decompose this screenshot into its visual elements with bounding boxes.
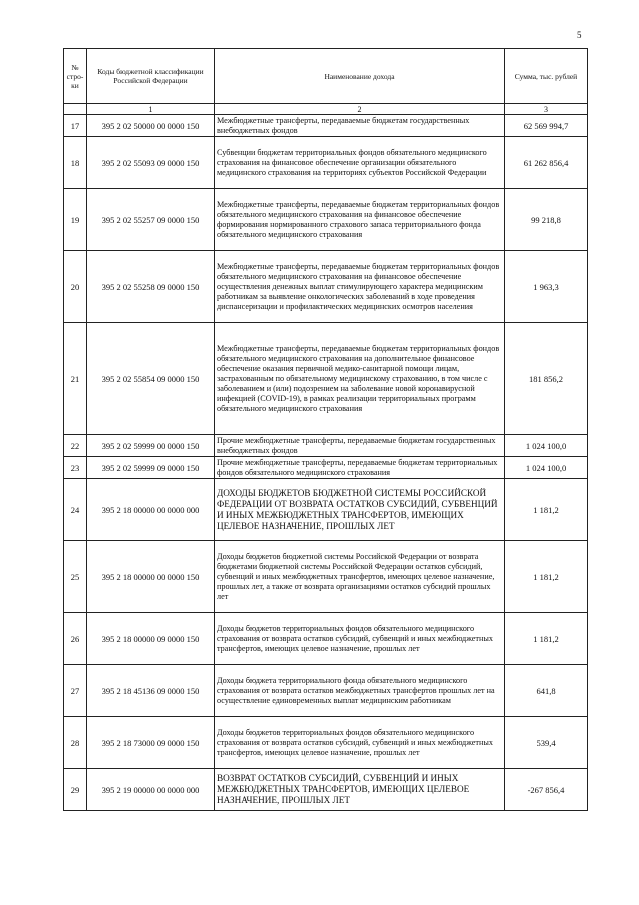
table-header-row xyxy=(64,49,588,104)
table-row xyxy=(64,251,588,323)
revenue-table xyxy=(63,48,588,811)
budget-code-cell: 395 2 02 55093 09 0000 150 xyxy=(87,137,215,189)
budget-code-cell: 395 2 18 00000 09 0000 150 xyxy=(87,613,215,665)
table-body xyxy=(64,115,588,811)
table-row xyxy=(64,479,588,541)
row-number-cell: 17 xyxy=(64,115,87,137)
sum-cell: 181 856,2 xyxy=(505,323,588,435)
header-sum: Сумма, тыс. рублей xyxy=(505,49,588,104)
table-row xyxy=(64,137,588,189)
revenue-name-cell: Межбюджетные трансферты, передаваемые бюджетам территориальных фондов обязательного медицинского страхования на дополнительное финансовое обеспечение оказания первичной медико-санитарной помощи лицам, застрахованным по обязательному медицинскому страхованию, в том числе с заболеванием и (или) подозрением на заболевание новой коронавирусной инфекцией (COVID-19), в рамках реализации территориальных программ обязательного медицинского страхования xyxy=(215,323,505,435)
sum-cell: 1 181,2 xyxy=(505,541,588,613)
table-row xyxy=(64,115,588,137)
revenue-name-cell: Межбюджетные трансферты, передаваемые бюджетам территориальных фондов обязательного медицинского страхования на финансовое обеспечение формирования нормированного страхового запаса территориального фонда обязательного медицинского страхования xyxy=(215,189,505,251)
revenue-name-cell: Межбюджетные трансферты, передаваемые бюджетам государственных внебюджетных фондов xyxy=(215,115,505,137)
sum-cell: 1 024 100,0 xyxy=(505,457,588,479)
revenue-name-cell: Доходы бюджетов бюджетной системы Российской Федерации от возврата бюджетами бюджетной системы Российской Федерации остатков субсидий, субвенций и иных межбюджетных трансфертов, имеющих целевое назначение, прошлых лет, а также от возврата организациями остатков субсидий прошлых лет xyxy=(215,541,505,613)
row-number-cell: 26 xyxy=(64,613,87,665)
row-number-cell: 23 xyxy=(64,457,87,479)
budget-code-cell: 395 2 19 00000 00 0000 000 xyxy=(87,769,215,811)
revenue-name-cell: ДОХОДЫ БЮДЖЕТОВ БЮДЖЕТНОЙ СИСТЕМЫ РОССИЙСКОЙ ФЕДЕРАЦИИ ОТ ВОЗВРАТА ОСТАТКОВ СУБСИДИЙ, СУБВЕНЦИЙ И ИНЫХ МЕЖБЮДЖЕТНЫХ ТРАНСФЕРТОВ, ИМЕЮЩИХ ЦЕЛЕВОЕ НАЗНАЧЕНИЕ, ПРОШЛЫХ ЛЕТ xyxy=(215,479,505,541)
revenue-name-cell: ВОЗВРАТ ОСТАТКОВ СУБСИДИЙ, СУБВЕНЦИЙ И ИНЫХ МЕЖБЮДЖЕТНЫХ ТРАНСФЕРТОВ, ИМЕЮЩИХ ЦЕЛЕВОЕ НАЗНАЧЕНИЕ, ПРОШЛЫХ ЛЕТ xyxy=(215,769,505,811)
page-number: 5 xyxy=(577,30,582,40)
row-number-cell: 20 xyxy=(64,251,87,323)
table-row xyxy=(64,435,588,457)
sum-cell: 1 024 100,0 xyxy=(505,435,588,457)
table-row xyxy=(64,665,588,717)
row-number-cell: 24 xyxy=(64,479,87,541)
revenue-name-cell: Доходы бюджета территориального фонда обязательного медицинского страхования от возврата остатков межбюджетных трансфертов прошлых лет на осуществление единовременных выплат медицинским работникам xyxy=(215,665,505,717)
column-index-cell xyxy=(64,104,87,115)
budget-code-cell: 395 2 02 55854 09 0000 150 xyxy=(87,323,215,435)
row-number-cell: 27 xyxy=(64,665,87,717)
budget-code-cell: 395 2 18 45136 09 0000 150 xyxy=(87,665,215,717)
budget-code-cell: 395 2 02 59999 00 0000 150 xyxy=(87,435,215,457)
table-row xyxy=(64,613,588,665)
row-number-cell: 18 xyxy=(64,137,87,189)
row-number-cell: 28 xyxy=(64,717,87,769)
sum-cell: 1 963,3 xyxy=(505,251,588,323)
column-index-cell: 1 xyxy=(87,104,215,115)
header-row-number: № стро-ки xyxy=(64,49,87,104)
sum-cell: 1 181,2 xyxy=(505,479,588,541)
header-budget-code: Коды бюджетной классификации Российской Федерации xyxy=(87,49,215,104)
sum-cell: 539,4 xyxy=(505,717,588,769)
column-index-cell: 3 xyxy=(505,104,588,115)
revenue-name-cell: Прочие межбюджетные трансферты, передаваемые бюджетам государственных внебюджетных фондов xyxy=(215,435,505,457)
revenue-name-cell: Межбюджетные трансферты, передаваемые бюджетам территориальных фондов обязательного медицинского страхования на финансовое обеспечение осуществления денежных выплат стимулирующего характера медицинским работникам за выявление онкологических заболеваний в ходе проведения диспансеризации и профилактических медицинских осмотров населения xyxy=(215,251,505,323)
sum-cell: 62 569 994,7 xyxy=(505,115,588,137)
budget-code-cell: 395 2 02 55258 09 0000 150 xyxy=(87,251,215,323)
budget-code-cell: 395 2 18 00000 00 0000 150 xyxy=(87,541,215,613)
sum-cell: -267 856,4 xyxy=(505,769,588,811)
column-index-cell: 2 xyxy=(215,104,505,115)
revenue-name-cell: Субвенции бюджетам территориальных фондов обязательного медицинского страхования на финансовое обеспечение организации обязательного медицинского страхования на территориях субъектов Российской Федерации xyxy=(215,137,505,189)
table-row xyxy=(64,541,588,613)
row-number-cell: 22 xyxy=(64,435,87,457)
sum-cell: 1 181,2 xyxy=(505,613,588,665)
sum-cell: 99 218,8 xyxy=(505,189,588,251)
revenue-name-cell: Прочие межбюджетные трансферты, передаваемые бюджетам территориальных фондов обязательного медицинского страхования xyxy=(215,457,505,479)
header-revenue-name: Наименование дохода xyxy=(215,49,505,104)
budget-code-cell: 395 2 18 73000 09 0000 150 xyxy=(87,717,215,769)
row-number-cell: 21 xyxy=(64,323,87,435)
sum-cell: 641,8 xyxy=(505,665,588,717)
budget-code-cell: 395 2 02 50000 00 0000 150 xyxy=(87,115,215,137)
table-row xyxy=(64,457,588,479)
budget-code-cell: 395 2 02 55257 09 0000 150 xyxy=(87,189,215,251)
sum-cell: 61 262 856,4 xyxy=(505,137,588,189)
budget-code-cell: 395 2 02 59999 09 0000 150 xyxy=(87,457,215,479)
table-row xyxy=(64,323,588,435)
row-number-cell: 19 xyxy=(64,189,87,251)
table-row xyxy=(64,189,588,251)
budget-code-cell: 395 2 18 00000 00 0000 000 xyxy=(87,479,215,541)
revenue-name-cell: Доходы бюджетов территориальных фондов обязательного медицинского страхования от возврата остатков субсидий, субвенций и иных межбюджетных трансфертов, имеющих целевое назначение, прошлых лет xyxy=(215,717,505,769)
row-number-cell: 25 xyxy=(64,541,87,613)
column-index-row xyxy=(64,104,588,115)
table-row xyxy=(64,769,588,811)
revenue-name-cell: Доходы бюджетов территориальных фондов обязательного медицинского страхования от возврата остатков субсидий, субвенций и иных межбюджетных трансфертов, имеющих целевое назначение, прошлых лет xyxy=(215,613,505,665)
row-number-cell: 29 xyxy=(64,769,87,811)
table-row xyxy=(64,717,588,769)
